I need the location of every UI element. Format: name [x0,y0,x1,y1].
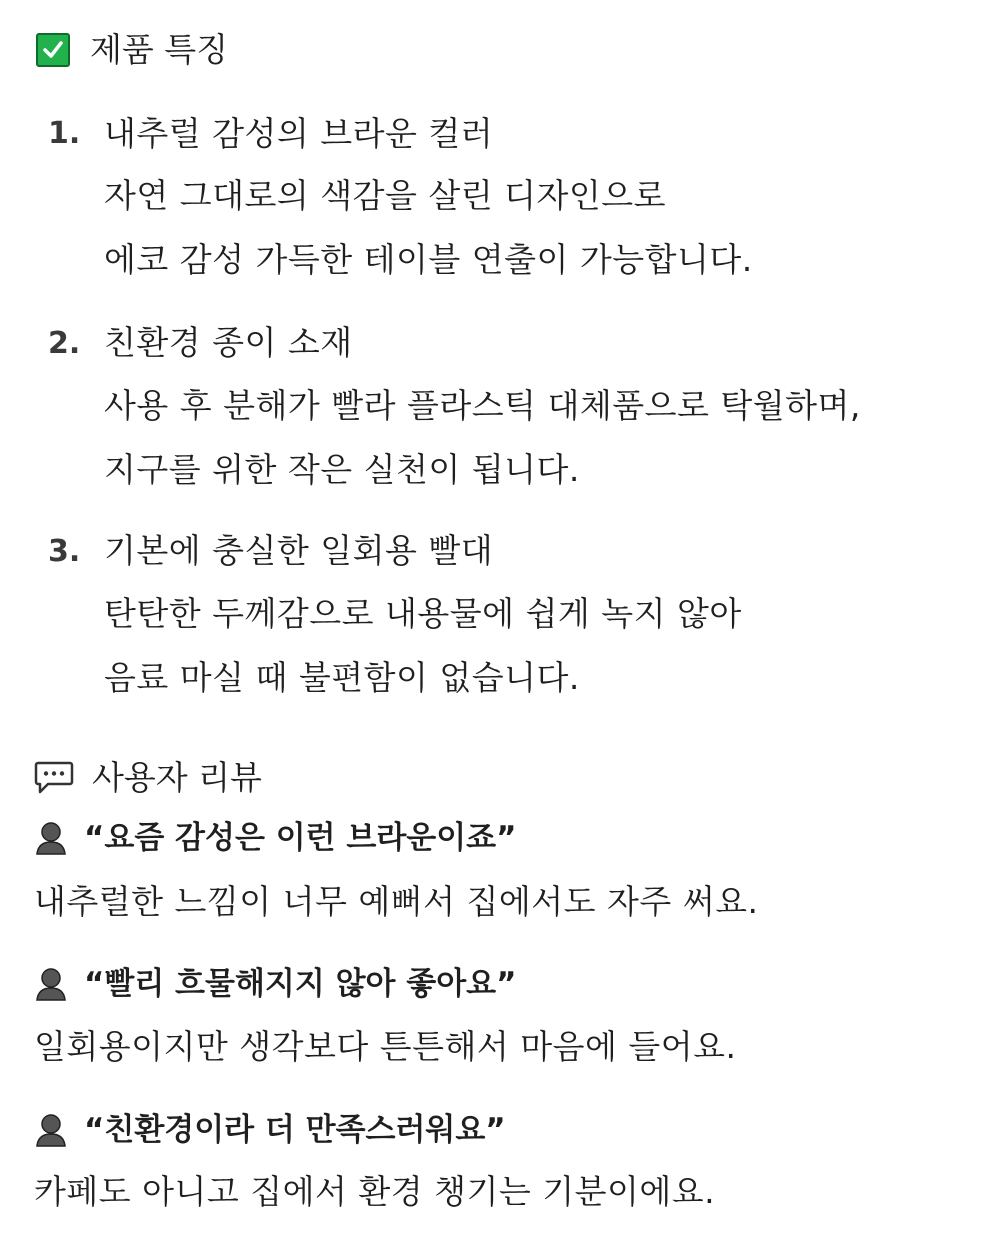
review-quote: “요즘 감성은 이런 브라운이죠” [84,820,517,856]
review-text: 카페도 아니고 집에서 환경 챙기는 기분이에요. [34,1172,716,1211]
review-text: 일회용이지만 생각보다 튼튼해서 마음에 들어요. [34,1027,737,1066]
feature-line: 사용 후 분해가 빨라 플라스틱 대체품으로 탁월하며, [104,386,861,425]
feature-number: 2. [48,326,81,361]
feature-heading: 친환경 종이 소재 [104,323,353,362]
feature-line: 음료 마실 때 불편함이 없습니다. [104,658,580,697]
person-icon [34,820,68,856]
features-heading [36,30,228,70]
review-quote: “빨리 흐물해지지 않아 좋아요” [84,966,517,1002]
review-text: 내추럴한 느낌이 너무 예뻐서 집에서도 자주 써요. [34,882,759,921]
review-quote: “친환경이라 더 만족스러워요” [84,1112,506,1148]
feature-line: 탄탄한 두께감으로 내용물에 쉽게 녹지 않아 [104,594,742,633]
features-title: 제품 특징 [90,30,229,69]
feature-number: 1. [48,116,81,151]
feature-number: 3. [48,534,81,569]
feature-line: 자연 그대로의 색감을 살린 디자인으로 [104,176,667,215]
person-icon [34,1112,68,1148]
feature-heading: 내추럴 감성의 브라운 컬러 [104,114,494,153]
speech-bubble-icon [34,760,74,796]
review-title [34,818,516,858]
review-title [34,964,516,1004]
review-title [34,1110,506,1150]
feature-line: 에코 감성 가득한 테이블 연출이 가능합니다. [104,240,753,279]
feature-heading: 기본에 충실한 일회용 빨대 [104,531,494,570]
check-box-icon [36,33,70,67]
feature-line: 지구를 위한 작은 실천이 됩니다. [104,450,580,489]
reviews-heading [34,758,262,798]
person-icon [34,966,68,1002]
reviews-title: 사용자 리뷰 [92,758,262,797]
